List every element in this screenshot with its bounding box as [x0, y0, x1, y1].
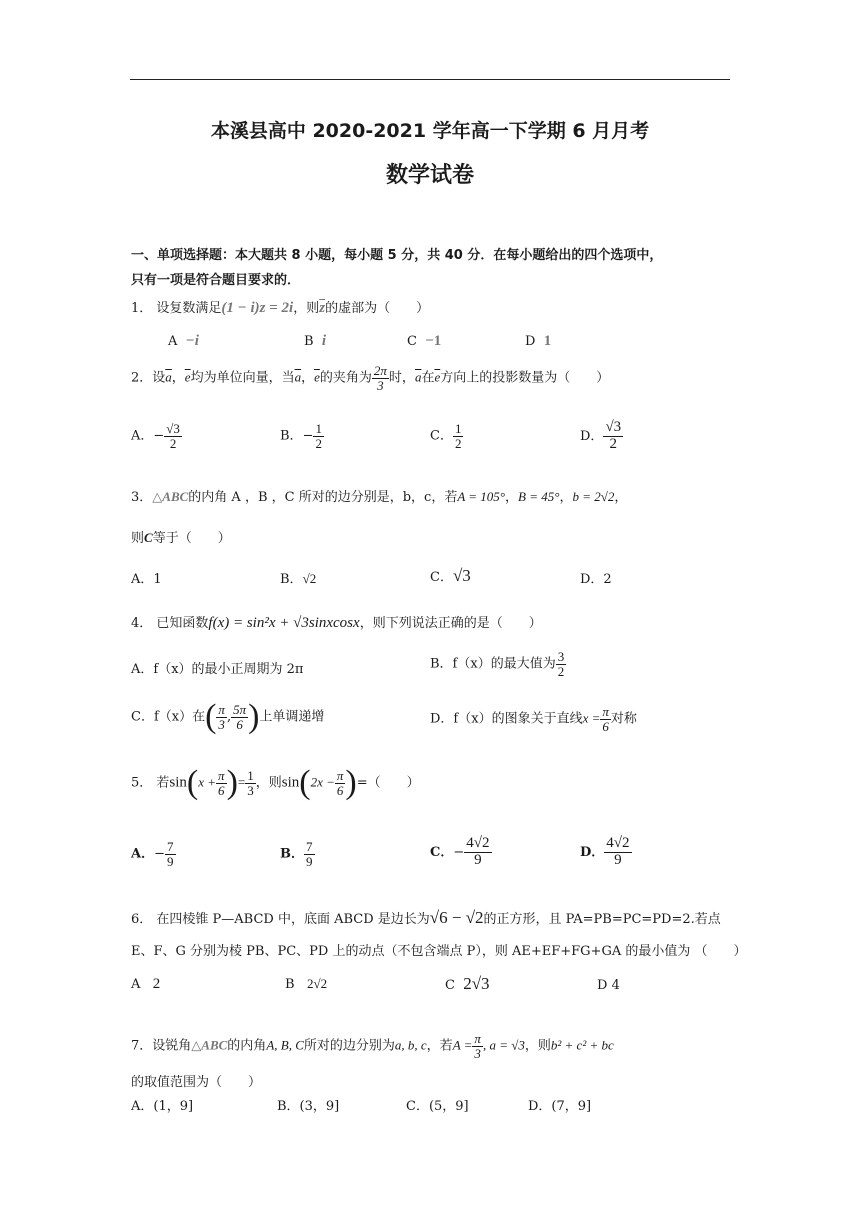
q5-equals: = [237, 774, 246, 790]
question-3-stem: 3．△ABC的内角 A ，B ，C 所对的边分别是，b，c，若A = 105°，B = 45°，b = 2√2， [131, 489, 628, 505]
q1-option-d [525, 333, 551, 350]
q4-option-d-fraction [600, 705, 611, 733]
q5-option-b-fraction [304, 840, 315, 868]
q5-text-a: 5． 若 [131, 775, 170, 791]
q4-option-d-num: π [602, 704, 609, 719]
q4-text-a: 4． 已知函数 [131, 616, 209, 631]
q5-pi-den-1: 6 [218, 782, 225, 798]
q4-option-d-den: 6 [602, 718, 609, 734]
q6-option-a [131, 976, 160, 993]
q3-option-b-value: √2 [302, 571, 317, 586]
question-2-stem [131, 364, 609, 392]
q7-text-e: ，则 [524, 1038, 551, 1054]
q5-option-c-key: C． [430, 844, 454, 860]
q6-option-b-key: B [285, 977, 295, 992]
q5-option-c-den: 9 [474, 851, 482, 868]
question-3-line2 [131, 527, 231, 546]
q2-angle-numerator: 2π [373, 363, 387, 378]
q4-option-c-text-a: C．f（x）在 [131, 709, 206, 725]
q2-text-g: 方向上的投影数量为（ ） [440, 370, 610, 386]
q2-text-a: 2．设 [131, 370, 166, 386]
q2-option-c [430, 422, 463, 450]
q7-pi-frac [472, 1032, 483, 1060]
q1-option-a-value: −i [185, 333, 199, 349]
q1-option-b [304, 333, 326, 350]
section-heading-line2: 只有一项是符合题目要求的． [131, 273, 301, 288]
section-heading-line1: 一、单项选择题：本大题共 8 小题，每小题 5 分，共 40 分．在每小题给出的四个选项中， [131, 248, 663, 263]
question-7-line2: 的取值范围为（ ） [131, 1075, 262, 1090]
q5-sin-2: sin [281, 774, 300, 791]
q2-angle-fraction [372, 364, 389, 392]
q4-function: f(x) = sin²x + √3sinxcosx [208, 615, 360, 631]
q5-pi-num-2: π [336, 767, 344, 783]
q2-option-c-num: 1 [454, 421, 462, 436]
q7-option-c: C．(5，9] [406, 1099, 469, 1114]
q3-line2-text-b: 等于（ ） [152, 531, 231, 546]
q1-option-c [407, 333, 441, 350]
q2-text-d: 的夹角为 [319, 370, 372, 386]
q2-option-d-fraction [603, 420, 623, 453]
q3-option-c-value: √3 [452, 566, 471, 585]
q1-zbar: $\overline{z}$ [319, 300, 326, 316]
q5-option-c-sign: − [453, 844, 465, 860]
q5-pi-num-1: π [218, 767, 225, 783]
q5-option-b [280, 840, 315, 868]
q7-triangle: △ABC [191, 1037, 228, 1053]
q4-option-d [430, 705, 637, 733]
q5-text-b: ，则 [255, 775, 282, 791]
q5-option-b-num: 7 [306, 839, 313, 854]
q7-option-d: D．(7，9] [528, 1099, 592, 1114]
q3-number: 3． [131, 490, 153, 505]
q5-option-c-fraction [464, 836, 491, 869]
q1-option-d-value: 1 [543, 333, 552, 349]
q2-option-a [131, 422, 182, 450]
q3-angle-b: B = 45° [518, 489, 560, 504]
q1-text-c: 的虚部为（ ） [325, 301, 430, 316]
q2-text-e: 时， [388, 370, 415, 386]
q2-vector-e-3: $\overline{e}$ [434, 369, 441, 385]
q6-option-a-value: 2 [152, 976, 161, 992]
q7-sides: a, b, c [394, 1037, 427, 1053]
q5-option-a-fraction [165, 840, 176, 868]
q5-option-b-key: B． [280, 846, 304, 862]
q3-side-c: C [144, 530, 153, 545]
q2-text-b-2: ， [301, 370, 315, 386]
q5-sin-1: sin [169, 774, 187, 791]
q2-option-d-key: D． [580, 428, 604, 444]
q2-angle-denominator: 3 [377, 377, 384, 393]
q7-pi-den: 3 [474, 1045, 481, 1061]
q7-text-a: 7．设锐角 [131, 1038, 192, 1054]
q5-option-c-num: 4√2 [466, 835, 490, 851]
q2-option-d [580, 420, 623, 453]
q5-option-d-key: D． [580, 844, 605, 860]
q7-pi-num: π [474, 1031, 481, 1046]
q5-text-c: =（ ） [356, 775, 420, 791]
q1-option-b-key: B [304, 334, 314, 349]
q3-text-a: 的内角 A ，B ，C 所对的边分别是，b，c，若 [188, 490, 458, 505]
q7-expression: b² + c² + bc [550, 1037, 614, 1053]
q2-option-a-num: √3 [166, 421, 180, 436]
q1-text-b: ，则 [293, 301, 320, 316]
page-title: 本溪县高中 2020-2021 学年高一下学期 6 月月考 [210, 120, 650, 142]
q4-option-a: A．f（x）的最小正周期为 2π [131, 662, 304, 677]
q5-inner-1: x + [198, 774, 217, 790]
q4-option-c-num1: π [218, 701, 225, 717]
header-rule [130, 79, 730, 80]
q2-option-b-key: B． [280, 428, 303, 444]
q2-vector-a: $\overline{a}$ [165, 369, 172, 385]
q2-option-c-key: C． [430, 428, 453, 444]
q1-option-a [168, 333, 199, 350]
q1-option-a-key: A [168, 334, 178, 349]
question-6-line2: E、F、G 分别为棱 PB、PC、PD 上的动点（不包含端点 P），则 AE+EF+FG+GA 的最小值为 （ ） [131, 944, 747, 959]
q3-triangle: △ABC [152, 489, 189, 504]
q2-option-d-den: 2 [609, 435, 618, 452]
q4-option-c-den2: 6 [236, 716, 243, 732]
q5-option-c [430, 836, 492, 869]
q3-option-d: D．2 [580, 572, 612, 587]
q2-option-a-key: A． [131, 428, 154, 444]
q2-option-c-fraction [453, 422, 464, 450]
q2-vector-e: $\overline{e}$ [184, 369, 191, 385]
q6-text-a: 6． 在四棱锥 P—ABCD 中，底面 ABCD 是边长为 [131, 912, 430, 927]
q6-side-length: √6 − √2 [429, 908, 484, 927]
q6-option-c [445, 974, 490, 994]
q5-pi-frac-2 [335, 769, 346, 797]
q5-option-b-den: 9 [306, 853, 313, 869]
q2-text-b: ， [171, 370, 185, 386]
question-1-stem [131, 297, 429, 317]
q7-angle-a: A = [452, 1037, 473, 1053]
q2-option-b [280, 422, 324, 450]
q3-line2-text-a: 则 [131, 531, 145, 546]
q4-option-c-frac2 [231, 703, 248, 731]
question-7-line1 [131, 1032, 614, 1060]
q2-vector-a-2: $\overline{a}$ [294, 369, 302, 385]
q6-option-d-value: 4 [611, 978, 620, 993]
q7-text-c: 所对的边分别为 [303, 1038, 395, 1054]
question-4-stem [131, 612, 542, 632]
q5-option-d-num: 4√2 [606, 835, 630, 851]
q3-option-b [280, 568, 316, 587]
q3-angle-a: A = 105° [457, 489, 506, 504]
q7-text-b: 的内角 [227, 1038, 267, 1054]
q1-equation: (1 − i)z = 2i [221, 300, 294, 316]
q5-rhs-num: 1 [247, 767, 254, 783]
q7-side-a: , a = √3 [482, 1037, 525, 1053]
q6-option-b-value: 2√2 [306, 976, 328, 991]
q5-option-a-key: A． [131, 846, 155, 862]
q4-option-c-text-b: 上单调递增 [259, 709, 325, 725]
q4-option-c: C．f（x）在( $\frac{\pi}{3}$ , $\frac{5\pi}{6}$ )上单调递增 [131, 698, 325, 735]
q5-option-a-sign: − [154, 846, 165, 862]
q4-option-b-text: B．f（x）的最大值为 [430, 656, 556, 672]
q5-rhs-frac [245, 769, 256, 797]
q3-option-c [430, 566, 471, 586]
q2-option-b-sign: − [302, 428, 314, 444]
q4-option-d-text-a: D．f（x）的图象关于直线 [430, 711, 583, 727]
q4-option-c-den1: 3 [218, 716, 225, 732]
q2-vector-a-3: $\overline{a}$ [414, 369, 422, 385]
q6-option-b [285, 976, 327, 992]
q4-option-b [430, 650, 566, 678]
question-5-stem: 5． 若sin(x + $\frac{\pi}{6}$ )= $\frac{1}{3}$ ，则sin(2x − $\frac{\pi}{6}$ )=（ ） [131, 764, 420, 801]
q5-option-d [580, 836, 632, 869]
q4-text-b: ，则下列说法正确的是（ ） [359, 616, 542, 631]
q4-option-c-frac1 [216, 703, 227, 731]
q2-vector-e-2: $\overline{e}$ [314, 369, 320, 385]
q4-option-b-den: 2 [557, 663, 565, 679]
q7-option-a: A．(1，9] [131, 1099, 194, 1114]
q4-option-d-x: x = [582, 710, 601, 726]
q4-option-c-num2: 5π [233, 701, 247, 717]
q5-option-a [131, 840, 176, 868]
q5-option-d-den: 9 [614, 851, 622, 868]
q2-option-b-den: 2 [315, 435, 322, 451]
q6-option-c-key: C [445, 978, 455, 993]
q5-option-a-den: 9 [167, 853, 174, 869]
q4-option-b-fraction [556, 650, 567, 678]
q3-option-a: A．1 [131, 572, 162, 587]
q6-option-d [597, 978, 620, 993]
q7-option-b: B．(3，9] [277, 1099, 340, 1114]
q5-pi-frac-1 [216, 769, 227, 797]
q2-option-a-fraction [164, 422, 182, 450]
q7-text-d: ，若 [426, 1038, 453, 1054]
q1-text-a: 1． 设复数满足 [131, 301, 222, 316]
q1-option-c-value: −1 [425, 333, 442, 349]
q5-option-d-fraction [604, 836, 631, 869]
q2-option-b-fraction [313, 422, 324, 450]
q6-text-b: 的正方形，且 PA=PB=PC=PD=2.若点 [483, 912, 721, 927]
q6-option-c-value: 2√3 [463, 974, 490, 993]
q2-option-b-num: 1 [315, 421, 322, 436]
q5-option-a-num: 7 [167, 839, 174, 854]
q3-option-c-key: C． [430, 570, 453, 585]
q3-side-b: b = 2√2 [572, 489, 615, 504]
page-subtitle: 数学试卷 [385, 163, 474, 188]
q2-option-d-num: √3 [605, 419, 622, 435]
q4-option-b-num: 3 [557, 649, 565, 664]
q3-option-b-key: B． [280, 572, 303, 587]
q6-option-d-key: D [597, 978, 608, 993]
q1-option-b-value: i [321, 333, 326, 349]
q2-option-a-den: 2 [169, 435, 177, 451]
q5-pi-den-2: 6 [336, 782, 344, 798]
q2-text-c: 均为单位向量，当 [190, 370, 295, 386]
question-6-line1 [131, 908, 721, 928]
q2-option-c-den: 2 [454, 435, 462, 451]
q6-option-a-key: A [131, 977, 141, 992]
q1-option-c-key: C [407, 334, 417, 349]
q5-rhs-den: 3 [247, 782, 254, 798]
q2-text-f: 在 [421, 370, 435, 386]
q4-option-d-text-b: 对称 [610, 711, 637, 727]
q2-option-a-sign: − [153, 428, 165, 444]
q7-angles: A, B, C [266, 1037, 304, 1053]
q5-inner-2: 2x − [310, 774, 335, 790]
q1-option-d-key: D [525, 334, 536, 349]
